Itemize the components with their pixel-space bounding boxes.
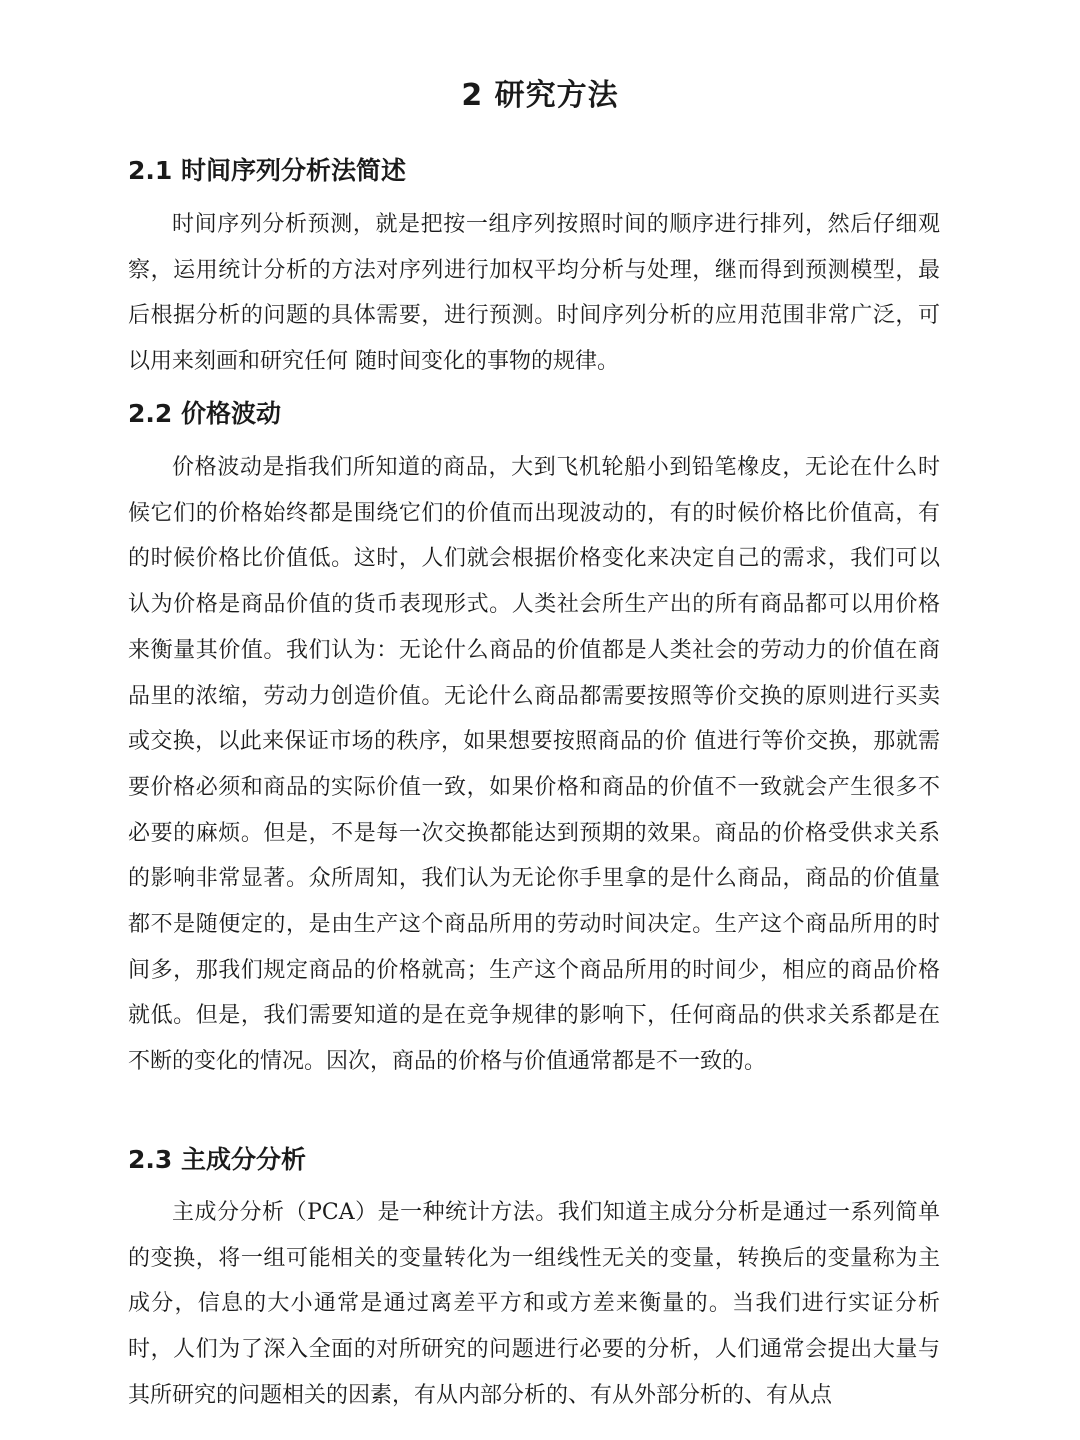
section-2-3-paragraph: 主成分分析（PCA）是一种统计方法。我们知道主成分分析是通过一系列简单的变换，将一组可能相关的变量转化为一组线性无关的变量，转换后的变量称为主成分，信息的大小通常是通过离差平方和或方差来衡量的。当我们进行实证分析时，人们为了深入全面的对所研究的问题进行必要的分析，人们通常会提出大量与其所研究的问题相关的因素，有从内部分析的、有从外部分析的、有从点 [128,1200,940,1408]
section-2-2-paragraph: 价格波动是指我们所知道的商品，大到飞机轮船小到铅笔橡皮，无论在什么时候它们的价格始终都是围绕它们的价值而出现波动的，有的时候价格比价值高，有的时候价格比价值低。这时，人们就会根据价格变化来决定自己的需求，我们可以认为价格是商品价值的货币表现形式。人类社会所生产出的所有商品都可以用价格来衡量其价值。我们认为：无论什么商品的价值都是人类社会的劳动力的价值在商品里的浓缩，劳动力创造价值。无论什么商品都需要按照等价交换的原则进行买卖或交换，以此来保证市场的秩序，如果想要按照商品的价 值进行等价交换，那就需要价格必须和商品的实际价值一致，如果价格和商品的价值不一致就会产生很多不必要的麻烦。但是，不是每一次交换都能达到预期的效果。商品的价格受供求关系的影响非常显著。众所周知，我们认为无论你手里拿的是什么商品，商品的价值量都不是随便定的，是由生产这个商品所用的劳动时间决定。生产这个商品所用的时间多，那我们规定商品的价格就高；生产这个商品所用的时间少，相应的商品价格就低。但是，我们需要知道的是在竞争规律的影响下，任何商品的供求关系都是在不断的变化的情况。因次，商品的价格与价值通常都是不一致的。 [128,455,940,1075]
chapter-title: 2 研究方法 [461,78,619,113]
section-heading-2-2: 2.2 价格波动 [128,399,281,428]
section-heading-2-1: 2.1 时间序列分析法简述 [128,156,406,185]
section-heading-2-3: 2.3 主成分分析 [128,1145,306,1174]
section-2-1-paragraph: 时间序列分析预测，就是把按一组序列按照时间的顺序进行排列，然后仔细观察，运用统计分析的方法对序列进行加权平均分析与处理，继而得到预测模型，最后根据分析的问题的具体需要，进行预测。时间序列分析的应用范围非常广泛，可以用来刻画和研究任何 随时间变化的事物的规律。 [128,212,940,375]
